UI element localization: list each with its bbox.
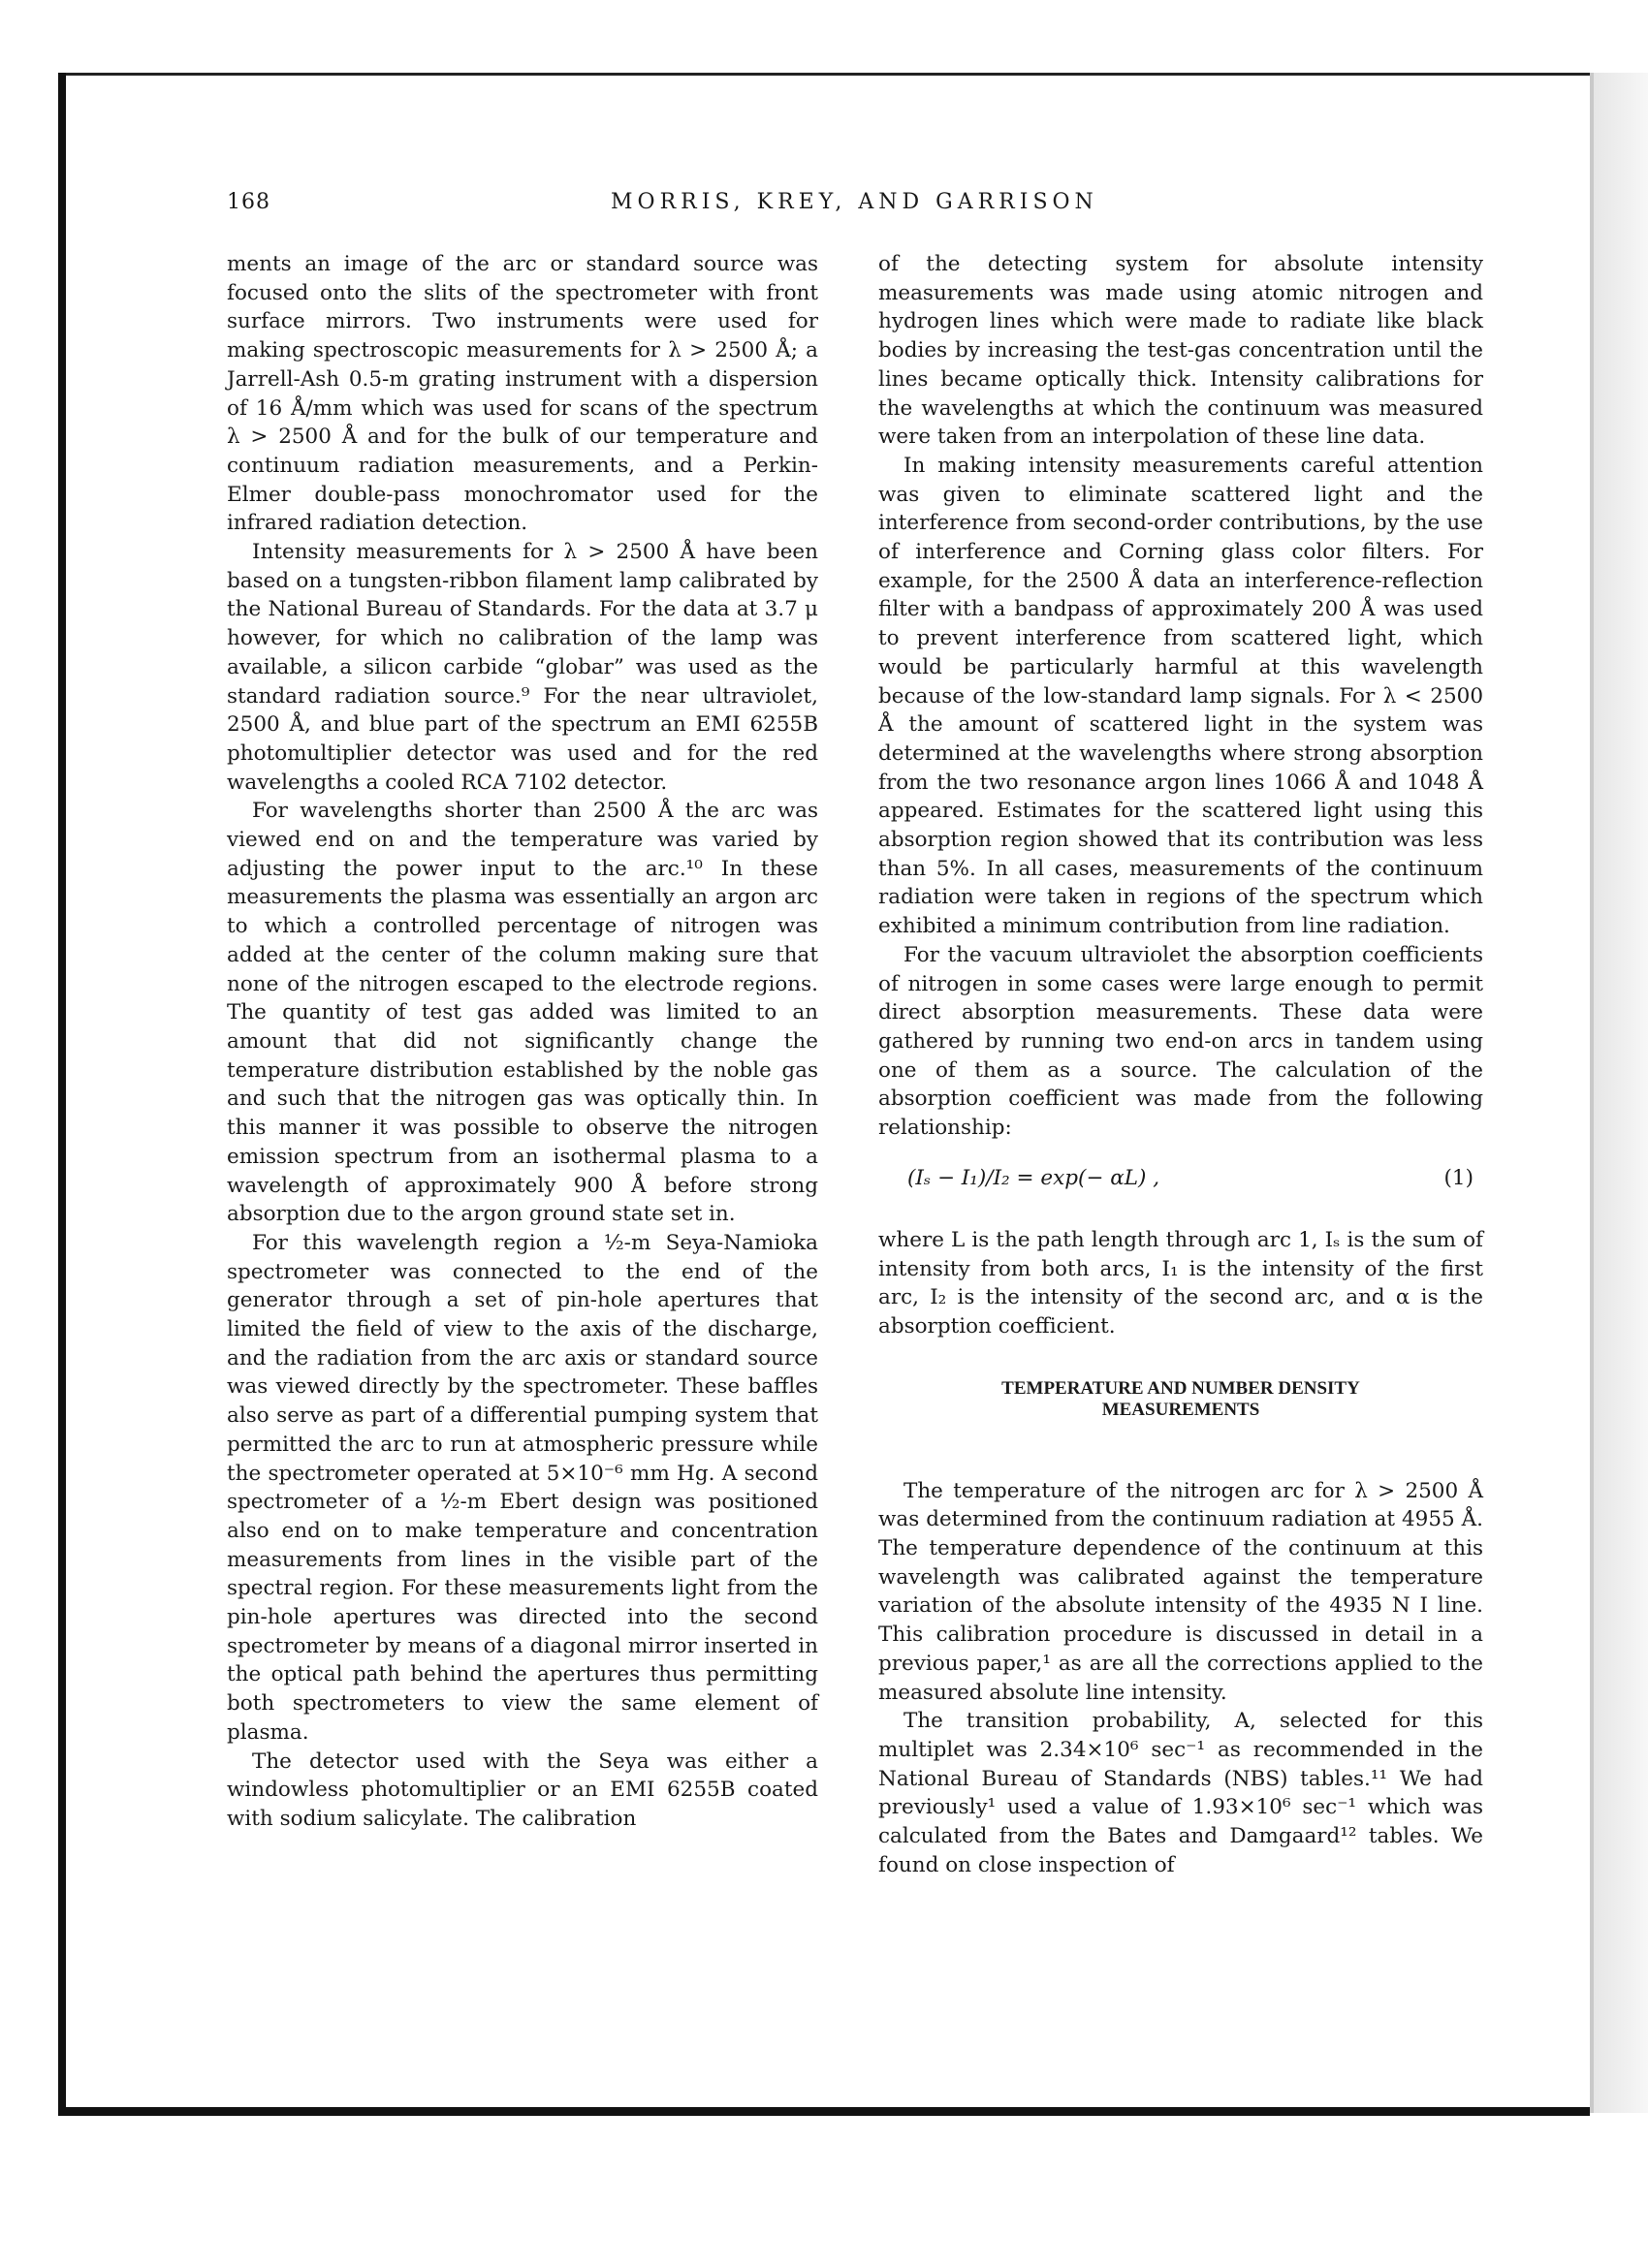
section-heading bbox=[878, 1378, 1483, 1421]
section-heading-line-2: MEASUREMENTS bbox=[1101, 1399, 1260, 1420]
right-paragraph-6: The transition probability, A, selected for this multiplet was 2.34×10⁶ sec⁻¹ as recommended in the National Bureau of Standards (NBS) tables.¹¹ We had previously¹ used a value of 1.93×10⁶ sec⁻¹ which was calculated from the Bates and Damgaard¹² tables. We found on close inspection of bbox=[878, 1709, 1483, 1877]
page-number: 168 bbox=[227, 190, 270, 214]
right-column bbox=[878, 250, 1483, 1879]
page-header bbox=[227, 190, 1487, 221]
page-border-left bbox=[58, 73, 66, 2113]
page-edge-shadow bbox=[1594, 73, 1648, 2113]
left-paragraph-2: Intensity measurements for λ > 2500 Å have been based on a tungsten-ribbon filament lamp calibrated by the National Bureau of Standards. For the data at 3.7 μ however, for which no calibration of the lamp was available, a silicon carbide “globar” was used as the standard radiation source.⁹ For the near ultraviolet, 2500 Å, and blue part of the spectrum an EMI 6255B photomultiplier detector was used and for the red wavelengths a cooled RCA 7102 detector. bbox=[227, 540, 818, 795]
page-border-right bbox=[1590, 73, 1594, 2113]
running-head: MORRIS, KREY, AND GARRISON bbox=[611, 190, 1098, 214]
right-paragraph-4: where L is the path length through arc 1, Iₛ is the sum of intensity from both arcs, I₁ is the intensity of the first arc, I₂ is the intensity of the second arc, and α is the absorption coefficient. bbox=[878, 1227, 1483, 1339]
equation-body: (Iₛ − I₁)/I₂ = exp(− αL) , bbox=[907, 1165, 1160, 1190]
right-paragraph-1: of the detecting system for absolute intensity measurements was made using atomic nitrogen and hydrogen lines which were made to radiate like black bodies by increasing the test-gas concentration until the lines became optically thick. Intensity calibrations for the wavelengths at which the continuum was measured were taken from an interpolation of these line data. bbox=[878, 252, 1483, 450]
left-column bbox=[227, 250, 818, 1834]
right-paragraph-5: The temperature of the nitrogen arc for λ > 2500 Å was determined from the continuum radiation at 4955 Å. The temperature dependence of the continuum at this wavelength was calibrated against the temperature variation of the absolute intensity of the 4935 N I line. This calibration procedure is discussed in detail in a previous paper,¹ as are all the corrections applied to the measured absolute line intensity. bbox=[878, 1478, 1483, 1705]
right-paragraph-2: In making intensity measurements careful attention was given to eliminate scattered light and the interference from second-order contributions, by the use of interference and Corning glass color filters. For example, for the 2500 Å data an interference-reflection filter with a bandpass of approximately 200 Å was used to prevent interference from scattered light, which would be particularly harmful at this wavelength because of the low-standard lamp signals. For λ < 2500 Å the amount of scattered light in the system was determined at the wavelengths where strong absorption from the two resonance argon lines 1066 Å and 1048 Å appeared. Estimates for the scattered light using this absorption region showed that its contribution was less than 5%. In all cases, measurements of the continuum radiation were taken in regions of the spectrum which exhibited a minimum contribution from line radiation. bbox=[878, 453, 1483, 939]
left-paragraph-3: For wavelengths shorter than 2500 Å the arc was viewed end on and the temperature was varied by adjusting the power input to the arc.¹⁰ In these measurements the plasma was essentially an argon arc to which a controlled percentage of nitrogen was added at the center of the column making sure that none of the nitrogen escaped to the electrode regions. The quantity of test gas added was limited to an amount that did not significantly change the temperature distribution established by the noble gas and such that the nitrogen gas was optically thin. In this manner it was possible to observe the nitrogen emission spectrum from an isothermal plasma to a wavelength of approximately 900 Å before strong absorption due to the argon ground state set in. bbox=[227, 799, 818, 1227]
section-heading-line-1: TEMPERATURE AND NUMBER DENSITY bbox=[1001, 1377, 1360, 1399]
right-paragraph-3: For the vacuum ultraviolet the absorption coefficients of nitrogen in some cases were large enough to permit direct absorption measurements. These data were gathered by running two end-on arcs in tandem using one of them as a source. The calculation of the absorption coefficient was made from the following relationship: bbox=[878, 942, 1483, 1141]
left-paragraph-5: The detector used with the Seya was either a windowless photomultiplier or an EMI 6255B coated with sodium salicylate. The calibration bbox=[227, 1748, 818, 1831]
left-paragraph-4: For this wavelength region a ½-m Seya-Namioka spectrometer was connected to the end of the generator through a set of pin-hole apertures that limited the field of view to the axis of the discharge, and the radiation from the arc axis or standard source was viewed directly by the spectrometer. These baffles also serve as part of a differential pumping system that permitted the arc to run at atmospheric pressure while the spectrometer operated at 5×10⁻⁶ mm Hg. A second spectrometer of a ½-m Ebert design was positioned also end on to make temperature and concentration measurements from lines in the visible part of the spectral region. For these measurements light from the pin-hole apertures was directed into the second spectrometer by means of a diagonal mirror inserted in the optical path behind the apertures thus permitting both spectrometers to view the same element of plasma. bbox=[227, 1230, 818, 1745]
left-paragraph-1: ments an image of the arc or standard source was focused onto the slits of the spectrometer with front surface mirrors. Two instruments were used for making spectroscopic measurements for λ > 2500 Å; a Jarrell-Ash 0.5-m grating instrument with a dispersion of 16 Å/mm which was used for scans of the spectrum λ > 2500 Å and for the bulk of our temperature and continuum radiation measurements, and a Perkin-Elmer double-pass monochromator used for the infrared radiation detection. bbox=[227, 252, 818, 536]
equation-number: (1) bbox=[1443, 1165, 1474, 1190]
page-border-top bbox=[58, 73, 1590, 76]
page-border-bottom bbox=[58, 2107, 1590, 2116]
equation-1 bbox=[878, 1164, 1483, 1207]
